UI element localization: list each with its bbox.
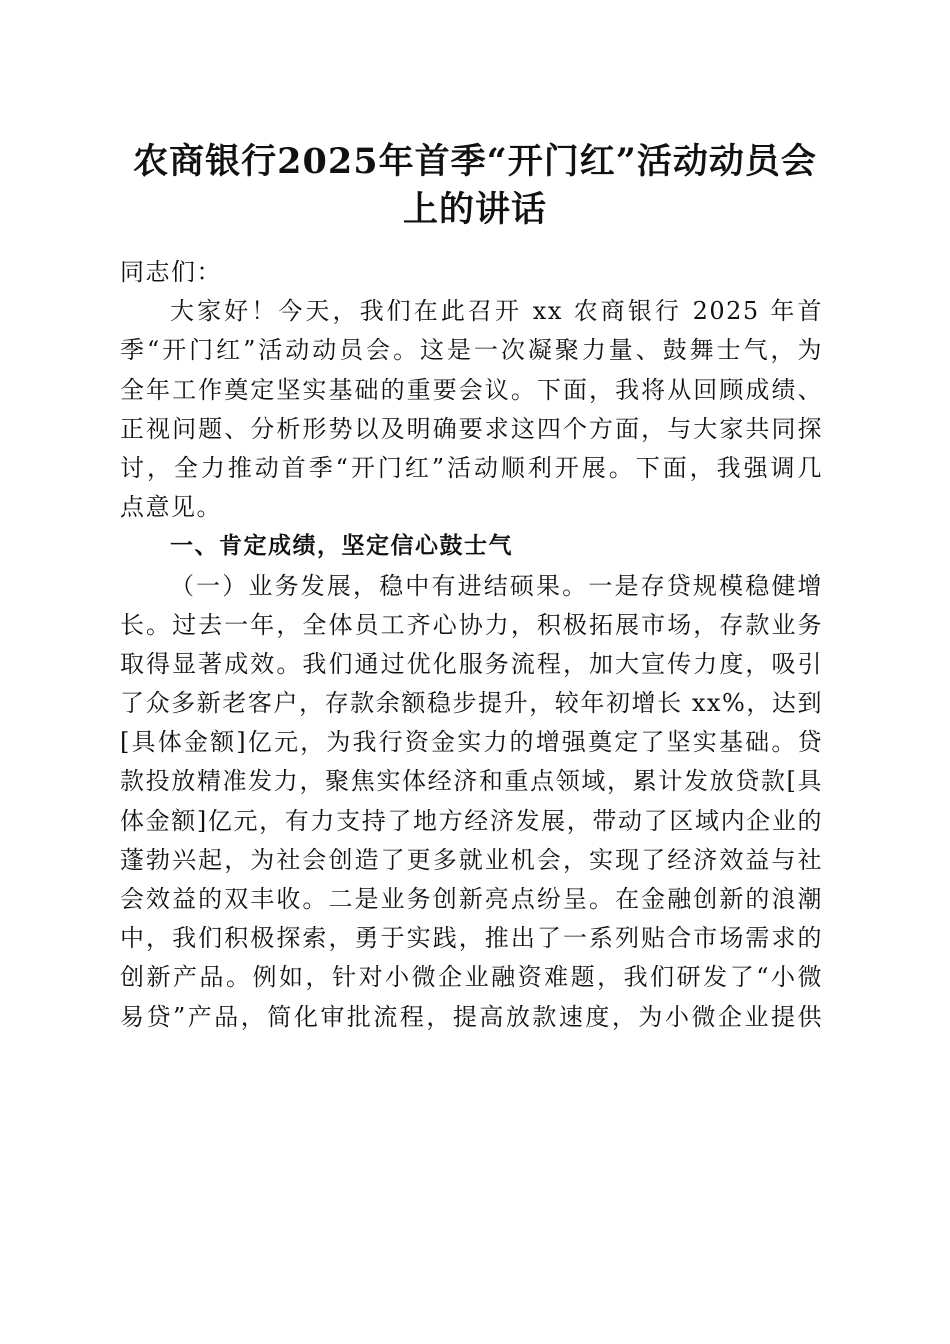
text-line: 大家好！今天，我们在此召开 xx 农商银行 2025 年首	[170, 297, 823, 326]
text-line: 正视问题、分析形势以及明确要求这四个方面，与大家共同探	[120, 414, 823, 443]
text-line: 蓬勃兴起，为社会创造了更多就业机会，实现了经济效益与社	[120, 845, 823, 874]
section-heading	[120, 527, 823, 566]
title-line-1: 农商银行2025年首季“开门红”活动动员会	[133, 141, 817, 182]
section-heading-text: 一、肯定成绩，坚定信心鼓士气	[170, 533, 513, 560]
text-line: 会效益的双丰收。二是业务创新亮点纷呈。在金融创新的浪潮	[120, 885, 823, 913]
text-line: 中，我们积极探索，勇于实践，推出了一系列贴合市场需求的	[120, 924, 823, 953]
text-line: （一）业务发展，稳中有进结硕果。一是存贷规模稳健增	[170, 571, 823, 600]
text-line: 全年工作奠定坚实基础的重要会议。下面，我将从回顾成绩、	[120, 375, 823, 404]
title-line-2: 上的讲话	[402, 189, 547, 230]
salutation	[120, 253, 823, 292]
text-line: [具体金额]亿元，为我行资金实力的增强奠定了坚实基础。贷	[120, 728, 823, 757]
text-line: 季“开门红”活动动员会。这是一次凝聚力量、鼓舞士气，为	[120, 336, 823, 365]
text-line: 讨，全力推动首季“开门红”活动顺利开展。下面，我强调几	[120, 453, 823, 482]
text-line: 创新产品。例如，针对小微企业融资难题，我们研发了“小微	[120, 963, 823, 992]
text-line: 点意见。	[120, 493, 222, 522]
salutation-line: 同志们：	[120, 258, 222, 286]
text-line: 取得显著成效。我们通过优化服务流程，加大宣传力度，吸引	[120, 649, 823, 678]
text-line: 长。过去一年，全体员工齐心协力，积极拓展市场，存款业务	[120, 610, 823, 639]
text-line: 了众多新老客户，存款余额稳步提升，较年初增长 xx%，达到	[120, 689, 823, 718]
text-line: 体金额]亿元，有力支持了地方经济发展，带动了区域内企业的	[120, 806, 823, 835]
paragraph-opening	[120, 292, 823, 527]
document-title	[100, 138, 850, 234]
text-line: 易贷”产品，简化审批流程，提高放款速度，为小微企业提供	[120, 1002, 823, 1031]
text-line: 款投放精准发力，聚焦实体经济和重点领域，累计发放贷款[具	[120, 767, 823, 796]
subsection-paragraph	[120, 567, 823, 1037]
document-body	[120, 253, 823, 1037]
